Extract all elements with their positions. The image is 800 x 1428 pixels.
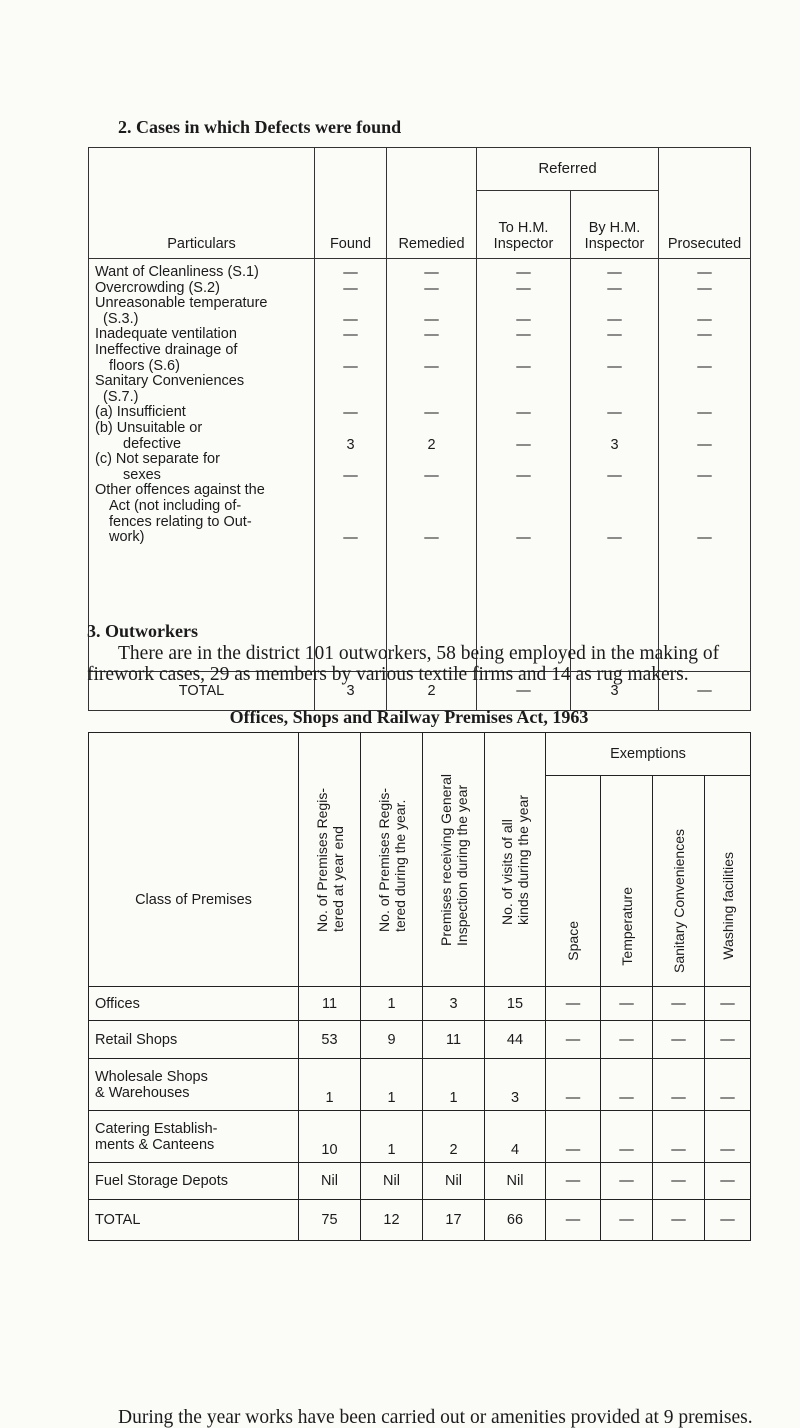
- dash-mark: —: [697, 280, 712, 297]
- dash-mark: —: [424, 280, 439, 297]
- particular-line: floors (S.6): [109, 357, 180, 374]
- dash-mark: —: [697, 327, 712, 344]
- value-cell: —: [653, 1163, 705, 1200]
- particular-line: (S.3.): [103, 310, 139, 327]
- particular-line: (a) Insufficient: [95, 404, 186, 421]
- header-prosecuted: Prosecuted: [659, 148, 751, 259]
- section-3-heading: 3. Outworkers: [87, 621, 198, 641]
- value-cell: —: [601, 1111, 653, 1163]
- table-row: [89, 987, 751, 1021]
- dash-mark: —: [343, 280, 358, 297]
- dash-mark: —: [343, 405, 358, 422]
- value-cell: 12: [361, 1200, 423, 1241]
- header-sanitary: Sanitary Conveniences: [653, 776, 705, 987]
- value-cell: —: [601, 1163, 653, 1200]
- table-row: [89, 1111, 751, 1163]
- dash-mark: —: [607, 311, 622, 328]
- value-cell: —: [653, 1200, 705, 1241]
- header-exemptions: Exemptions: [546, 733, 751, 776]
- value-cell: —: [705, 1059, 751, 1111]
- value-cell: —: [705, 1163, 751, 1200]
- dash-mark: —: [343, 530, 358, 547]
- value-cell: 75: [299, 1200, 361, 1241]
- header-particulars: Particulars: [89, 148, 315, 259]
- value-cell: 11: [423, 1021, 485, 1059]
- dash-mark: —: [516, 530, 531, 547]
- dash-mark: —: [607, 280, 622, 297]
- dash-mark: —: [343, 327, 358, 344]
- value-cell: 15: [485, 987, 546, 1021]
- total-by-hm: 3: [571, 672, 659, 711]
- header-reg-year-end: No. of Premises Regis- tered at year end: [299, 733, 361, 987]
- dash-mark: —: [424, 358, 439, 375]
- dash-mark: —: [516, 467, 531, 484]
- particular-line: fences relating to Out-: [109, 513, 252, 530]
- row-b-found: 3: [346, 436, 355, 453]
- header-visits: No. of visits of all kinds during the year: [485, 733, 546, 987]
- offices-heading: Offices, Shops and Railway Premises Act, 1963: [229, 707, 589, 727]
- particular-line: (S.7.): [103, 388, 139, 405]
- dash-mark: —: [424, 405, 439, 422]
- dash-mark: —: [697, 358, 712, 375]
- dash-mark: —: [516, 265, 531, 281]
- value-cell: —: [546, 987, 601, 1021]
- value-cell: —: [653, 987, 705, 1021]
- value-cell: 53: [299, 1021, 361, 1059]
- header-by-hm: By H.M. Inspector: [571, 191, 659, 259]
- table-row: [89, 1021, 751, 1059]
- value-cell: —: [601, 1021, 653, 1059]
- value-cell: 44: [485, 1021, 546, 1059]
- table-row: [89, 1163, 751, 1200]
- value-cell: —: [546, 1059, 601, 1111]
- dash-mark: —: [516, 280, 531, 297]
- dash-mark: —: [607, 467, 622, 484]
- class-cell: Offices: [89, 987, 299, 1021]
- value-cell: Nil: [485, 1163, 546, 1200]
- dash-mark: —: [607, 530, 622, 547]
- dash-mark: —: [424, 327, 439, 344]
- section-2-heading: 2. Cases in which Defects were found: [118, 117, 402, 137]
- value-cell: —: [653, 1021, 705, 1059]
- header-to-hm: To H.M. Inspector: [477, 191, 571, 259]
- value-cell: —: [705, 1021, 751, 1059]
- row-b-prosecuted: —: [697, 436, 712, 453]
- particular-line: Overcrowding (S.2): [95, 279, 220, 296]
- dash-mark: —: [697, 467, 712, 484]
- dash-mark: —: [516, 327, 531, 344]
- offices-table: [88, 732, 751, 1241]
- particular-line: Act (not including of-: [109, 497, 242, 514]
- row-b-remedied: 2: [427, 436, 436, 453]
- header-referred: Referred: [477, 148, 659, 191]
- header-remedied: Remedied: [387, 148, 477, 259]
- value-cell: 10: [299, 1111, 361, 1163]
- particular-line: Ineffective drainage of: [95, 341, 238, 358]
- value-cell: —: [601, 1200, 653, 1241]
- value-cell: 9: [361, 1021, 423, 1059]
- class-cell: TOTAL: [89, 1200, 299, 1241]
- outworkers-paragraph: There are in the district 101 outworkers, 58 being employed in the making of firework cases, 29 as members by various textile firms and 14 as rug makers.: [87, 643, 720, 685]
- value-cell: —: [653, 1059, 705, 1111]
- value-cell: 2: [423, 1111, 485, 1163]
- dash-mark: —: [607, 358, 622, 375]
- value-cell: 1: [361, 1059, 423, 1111]
- value-cell: 66: [485, 1200, 546, 1241]
- particular-line: work): [109, 529, 145, 546]
- value-cell: —: [705, 1111, 751, 1163]
- dash-mark: —: [424, 265, 439, 281]
- dash-mark: —: [697, 311, 712, 328]
- total-label: TOTAL: [89, 672, 315, 711]
- particular-line: (b) Unsuitable or: [95, 419, 203, 436]
- dash-mark: —: [343, 358, 358, 375]
- class-cell: Catering Establish- ments & Canteens: [89, 1111, 299, 1163]
- value-cell: 17: [423, 1200, 485, 1241]
- dash-mark: —: [607, 327, 622, 344]
- particular-line: defective: [123, 435, 182, 452]
- dash-mark: —: [607, 265, 622, 281]
- value-cell: 1: [299, 1059, 361, 1111]
- total-prosecuted: —: [659, 672, 751, 711]
- value-cell: —: [546, 1200, 601, 1241]
- header-general-inspection: Premises receiving General Inspection during the year: [423, 733, 485, 987]
- dash-mark: —: [424, 311, 439, 328]
- particular-line: Inadequate ventilation: [95, 326, 237, 343]
- header-class: Class of Premises: [89, 733, 299, 987]
- total-found: 3: [315, 672, 387, 711]
- dash-mark: —: [516, 311, 531, 328]
- dash-mark: —: [424, 530, 439, 547]
- value-cell: —: [546, 1163, 601, 1200]
- particular-line: Other offences against the: [95, 482, 265, 499]
- dash-mark: —: [516, 405, 531, 422]
- value-cell: —: [653, 1111, 705, 1163]
- value-cell: —: [546, 1111, 601, 1163]
- dash-mark: —: [343, 311, 358, 328]
- table-row: [89, 1200, 751, 1241]
- value-cell: Nil: [361, 1163, 423, 1200]
- class-cell: Retail Shops: [89, 1021, 299, 1059]
- dash-mark: —: [697, 530, 712, 547]
- dash-mark: —: [607, 405, 622, 422]
- particular-line: Sanitary Conveniences: [95, 373, 245, 390]
- value-cell: 1: [361, 987, 423, 1021]
- value-cell: 11: [299, 987, 361, 1021]
- table-row: [89, 1059, 751, 1111]
- header-reg-during: No. of Premises Regis- tered during the year.: [361, 733, 423, 987]
- header-found: Found: [315, 148, 387, 259]
- value-cell: Nil: [299, 1163, 361, 1200]
- value-cell: —: [601, 1059, 653, 1111]
- header-washing: Washing facilities: [705, 776, 751, 987]
- dash-mark: —: [697, 405, 712, 422]
- value-cell: 4: [485, 1111, 546, 1163]
- header-space: Space: [546, 776, 601, 987]
- particular-line: (c) Not separate for: [95, 451, 220, 468]
- row-b-to_hm: —: [516, 436, 531, 453]
- value-cell: 1: [423, 1059, 485, 1111]
- dash-mark: —: [516, 358, 531, 375]
- total-to-hm: —: [477, 672, 571, 711]
- value-cell: —: [546, 1021, 601, 1059]
- particular-line: Want of Cleanliness (S.1): [95, 264, 259, 280]
- dash-mark: —: [343, 467, 358, 484]
- class-cell: Wholesale Shops & Warehouses: [89, 1059, 299, 1111]
- total-remedied: 2: [387, 672, 477, 711]
- value-cell: 3: [485, 1059, 546, 1111]
- dash-mark: —: [697, 265, 712, 281]
- class-cell: Fuel Storage Depots: [89, 1163, 299, 1200]
- particular-line: sexes: [123, 466, 161, 483]
- particular-line: Unreasonable temperature: [95, 295, 268, 312]
- header-temperature: Temperature: [601, 776, 653, 987]
- row-b-by_hm: 3: [610, 436, 619, 453]
- particulars-list: [89, 259, 315, 672]
- value-cell: 1: [361, 1111, 423, 1163]
- value-cell: Nil: [423, 1163, 485, 1200]
- offices-footer-paragraph: During the year works have been carried out or amenities provided at 9 premises.: [118, 1407, 753, 1428]
- value-cell: 3: [423, 987, 485, 1021]
- dash-mark: —: [343, 265, 358, 281]
- value-cell: —: [601, 987, 653, 1021]
- dash-mark: —: [424, 467, 439, 484]
- value-cell: —: [705, 1200, 751, 1241]
- value-cell: —: [705, 987, 751, 1021]
